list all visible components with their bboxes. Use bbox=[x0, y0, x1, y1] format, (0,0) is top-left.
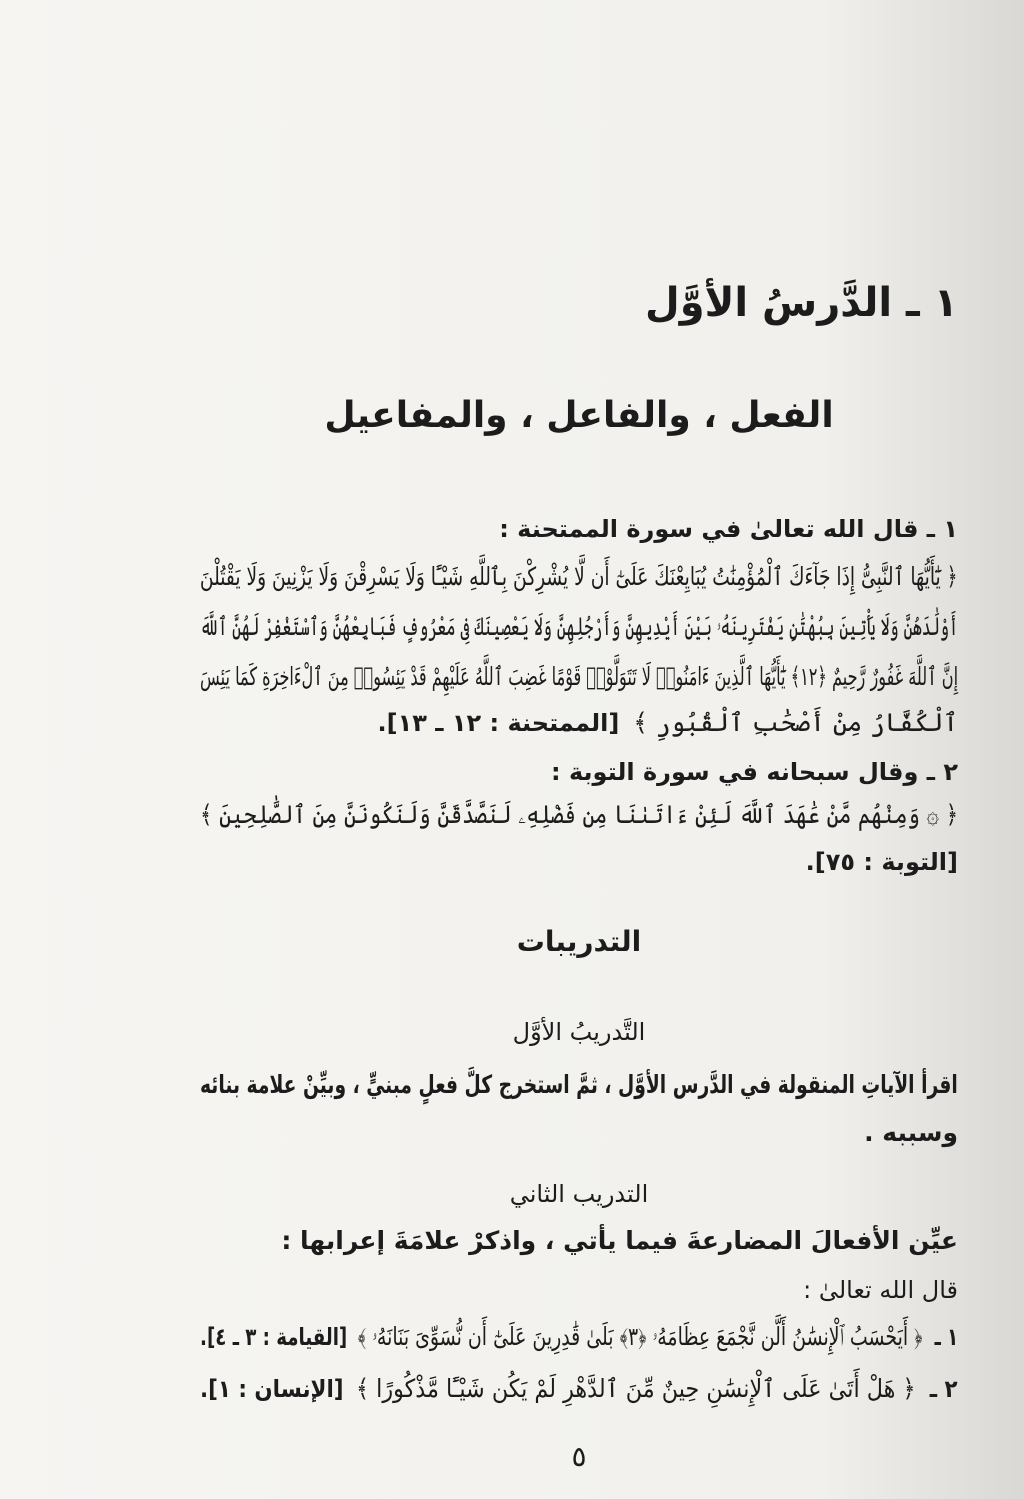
passage-2-label: ٢ ـ وقال سبحانه في سورة التوبة : bbox=[551, 758, 958, 786]
exercise-2-instruction: عيِّن الأفعالَ المضارعةَ فيما يأتي ، واذكرْ علامَةَ إعرابها : bbox=[281, 1226, 958, 1255]
lesson-subtitle: الفعل ، والفاعل ، والمفاعيل bbox=[324, 395, 834, 436]
passage-1-line-2: أَوْلَٰدَهُنَّ وَلَا يَأْتِينَ بِبُهْتَٰنٍ يَفْتَرِينَهُۥ بَيْنَ أَيْدِيهِنَّ وَأَرْجُلِهِنَّ وَلَا يَعْصِينَكَ فِى مَعْرُوفٍ فَبَايِعْهُنَّ وَٱسْتَغْفِرْ لَهُنَّ ٱللَّهَ bbox=[199, 612, 958, 641]
passage-1-line-4 bbox=[378, 708, 958, 737]
exercise-2-item-1 bbox=[200, 1322, 958, 1352]
exercise-1-title: التَّدريبُ الأوَّل bbox=[512, 1018, 646, 1046]
passage-1-reference: [الممتحنة : ١٢ ـ ١٣]. bbox=[377, 709, 620, 737]
page-number: ٥ bbox=[571, 1440, 587, 1473]
passage-1-line-3: إِنَّ ٱللَّهَ غَفُورٌ رَّحِيمٌ ﴿١٢﴾ يَٰٓأَيُّهَا ٱلَّذِينَ ءَامَنُوا۟ لَا تَتَوَلَّوْا۟ قَوْمًا غَضِبَ ٱللَّهُ عَلَيْهِمْ قَدْ يَئِسُوا۟ مِنَ ٱلْءَاخِرَةِ كَمَا يَئِسَ bbox=[199, 662, 958, 691]
exercises-title: التدريبات bbox=[516, 925, 642, 958]
exercise-2-title: التدريب الثاني bbox=[509, 1180, 649, 1208]
exercise-2-intro: قال الله تعالىٰ : bbox=[803, 1276, 958, 1304]
item-2-reference: [الإنسان : ١]. bbox=[200, 1375, 344, 1403]
item-1-verse: ﴿ أَيَحْسَبُ ٱلْإِنسَٰنُ أَلَّن نَّجْمَعَ عِظَامَهُۥ ﴿٣﴾ بَلَىٰ قَٰدِرِينَ عَلَىٰٓ أَن نُّسَوِّىَ بَنَانَهُۥ ﴾ bbox=[357, 1322, 923, 1351]
passage-1-line-1: ﴿ يَٰٓأَيُّهَا ٱلنَّبِىُّ إِذَا جَآءَكَ ٱلْمُؤْمِنَٰتُ يُبَايِعْنَكَ عَلَىٰٓ أَن لَّا يُشْرِكْنَ بِٱللَّهِ شَيْـًٔا وَلَا يَسْرِقْنَ وَلَا يَزْنِينَ وَلَا يَقْتُلْنَ bbox=[200, 562, 958, 591]
item-1-number: ١ ـ bbox=[934, 1323, 958, 1351]
exercise-1-text-line-1: اقرأ الآياتِ المنقولة في الدَّرس الأوَّل ، ثمَّ استخرج كلَّ فعلٍ مبنيٍّ ، وبيِّنْ علامة بنائه bbox=[200, 1070, 958, 1099]
item-2-verse: ﴿ هَلْ أَتَىٰ عَلَى ٱلْإِنسَٰنِ حِينٌ مِّنَ ٱلدَّهْرِ لَمْ يَكُن شَيْـًٔا مَّذْكُورًا ﴾ bbox=[356, 1374, 916, 1403]
exercise-2-item-2 bbox=[200, 1374, 958, 1403]
exercise-1-text-line-2: وسببه . bbox=[864, 1118, 958, 1147]
item-2-number: ٢ ـ bbox=[930, 1375, 958, 1403]
item-1-reference: [القيامة : ٣ ـ ٤]. bbox=[199, 1323, 347, 1351]
passage-2-verse: ﴿ ۞ وَمِنْهُم مَّنْ عَٰهَدَ ٱللَّهَ لَئِنْ ءَاتَىٰنَا مِن فَضْلِهِۦ لَنَصَّدَّقَنَّ وَلَنَكُونَنَّ مِنَ ٱلصَّٰلِحِينَ ﴾ bbox=[199, 800, 958, 829]
passage-2-reference: [التوبة : ٧٥]. bbox=[805, 848, 958, 876]
lesson-heading: ١ ـ الدَّرسُ الأوَّل bbox=[645, 280, 958, 326]
passage-1-label: ١ ـ قال الله تعالىٰ في سورة الممتحنة : bbox=[499, 515, 958, 543]
passage-1-verse-end: ٱلْكُفَّارُ مِنْ أَصْحَٰبِ ٱلْقُبُورِ ﴾ bbox=[633, 708, 958, 737]
